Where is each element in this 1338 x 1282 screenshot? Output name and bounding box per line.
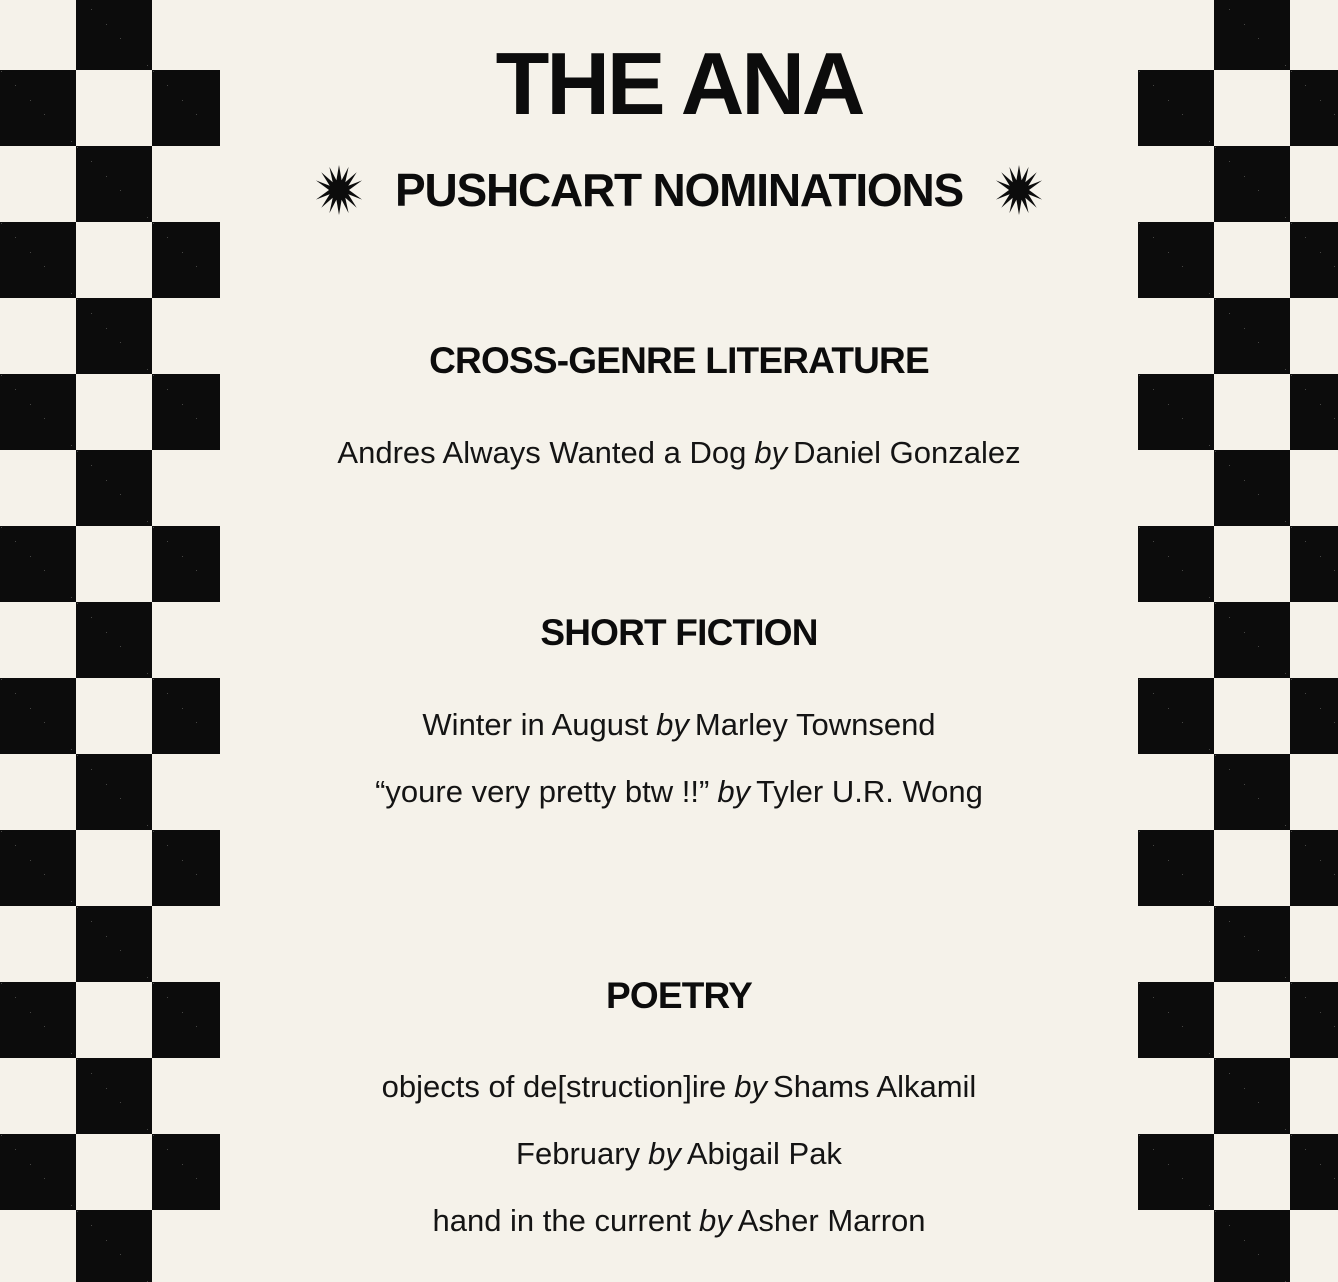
- section-heading-cross-genre: CROSS-GENRE LITERATURE: [429, 340, 929, 381]
- by-label: by: [754, 435, 788, 470]
- work-title: February: [516, 1136, 641, 1171]
- author-name: Daniel Gonzalez: [793, 435, 1021, 470]
- work-title: hand in the current: [432, 1203, 691, 1238]
- section-heading-poetry: POETRY: [606, 975, 752, 1016]
- author-name: Marley Townsend: [694, 707, 936, 742]
- checkerboard-border-left: [0, 0, 220, 1282]
- work-title: “youre very pretty btw !!”: [375, 774, 710, 809]
- poster-panel: [220, 0, 1138, 1282]
- author-name: Shams Alkamil: [773, 1069, 977, 1104]
- author-name: Asher Marron: [737, 1203, 926, 1238]
- author-name: Abigail Pak: [686, 1136, 842, 1171]
- by-label: by: [717, 774, 751, 809]
- nomination-entry: [220, 772, 1138, 812]
- subtitle: PUSHCART NOMINATIONS: [394, 164, 964, 216]
- by-label: by: [734, 1069, 768, 1104]
- by-label: by: [698, 1203, 732, 1238]
- work-title: objects of de[struction]ire: [381, 1069, 727, 1104]
- page-title: THE ANA: [495, 34, 863, 133]
- work-title: Andres Always Wanted a Dog: [337, 435, 747, 470]
- starburst-icon: [313, 164, 365, 216]
- nomination-entry: [220, 433, 1138, 473]
- author-name: Tyler U.R. Wong: [756, 774, 983, 809]
- by-label: by: [648, 1136, 681, 1171]
- by-label: by: [656, 707, 689, 742]
- nomination-entry: [220, 1134, 1138, 1174]
- nomination-entry: [220, 1201, 1138, 1241]
- starburst-icon: [993, 164, 1045, 216]
- nomination-entry: [220, 705, 1138, 745]
- checkerboard-border-right: [1138, 0, 1338, 1282]
- section-heading-short-fiction: SHORT FICTION: [540, 612, 818, 653]
- subtitle-row: [220, 160, 1138, 220]
- work-title: Winter in August: [422, 707, 649, 742]
- nomination-entry: [220, 1067, 1138, 1107]
